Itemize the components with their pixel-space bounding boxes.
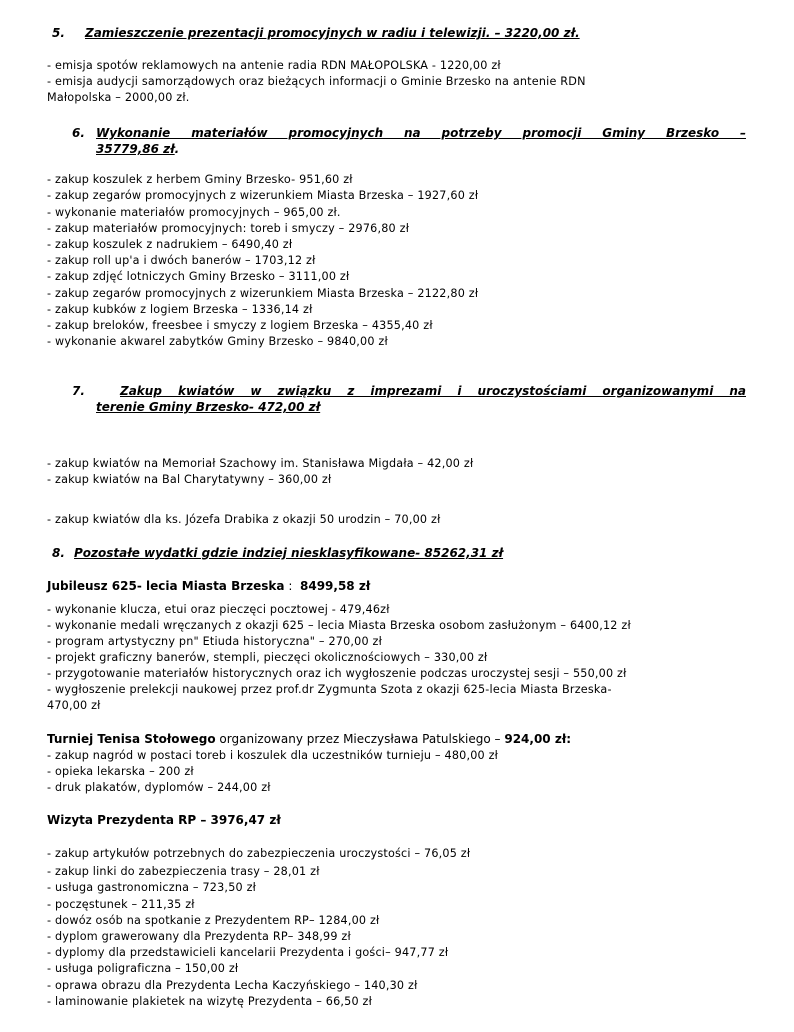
wizyta-item: - dyplom grawerowany dla Prezydenta RP– 348,99 zł <box>47 930 351 943</box>
section-8-heading <box>52 545 503 561</box>
section-5-title: Zamieszczenie prezentacji promocyjnych w radiu i telewizji. – 3220,00 zł. <box>85 26 580 40</box>
wizyta-item: - zakup artykułów potrzebnych do zabezpieczenia uroczystości – 76,05 zł <box>47 847 471 860</box>
turniej-title: Turniej Tenisa Stołowego <box>47 732 216 746</box>
section-7-item: - zakup kwiatów na Memoriał Szachowy im. Stanisława Migdała – 42,00 zł <box>47 457 474 470</box>
section-6-title-end: . <box>174 142 180 156</box>
section-6-title-line2 <box>96 141 179 157</box>
section-7-item: - zakup kwiatów dla ks. Józefa Drabika z okazji 50 urodzin – 70,00 zł <box>47 513 441 526</box>
section-8-title: Pozostałe wydatki gdzie indziej niesklasyfikowane- 85262,31 zł <box>74 546 504 560</box>
jubileusz-separator: : <box>284 579 300 593</box>
turniej-organizer: organizowany przez Mieczysława Patulskiego – <box>215 732 505 746</box>
section-6-item: - zakup materiałów promocyjnych: toreb i smyczy – 2976,80 zł <box>47 222 410 235</box>
section-6-item: - zakup koszulek z nadrukiem – 6490,40 zł <box>47 238 293 251</box>
section-7-title-line1: Zakup kwiatów w związku z imprezami i uroczystościami organizowanymi na <box>120 384 746 398</box>
turniej-item: - druk plakatów, dyplomów – 244,00 zł <box>47 781 271 794</box>
section-6-title-line1: Wykonanie materiałów promocyjnych na potrzeby promocji Gminy Brzesko – <box>96 126 746 140</box>
section-6-amount: 35779,86 zł <box>96 142 175 156</box>
jubileusz-heading <box>47 578 370 594</box>
section-6-item: - zakup roll up'a i dwóch banerów – 1703,12 zł <box>47 254 316 267</box>
section-6-item: - wykonanie akwarel zabytków Gminy Brzesko – 9840,00 zł <box>47 335 388 348</box>
wizyta-item: - zakup linki do zabezpieczenia trasy – 28,01 zł <box>47 865 320 878</box>
wizyta-item: - oprawa obrazu dla Prezydenta Lecha Kaczyńskiego – 140,30 zł <box>47 979 418 992</box>
jubileusz-item: - przygotowanie materiałów historycznych oraz ich wygłoszenie podczas uroczystej sesji – 550,00 zł <box>47 667 627 680</box>
section-7-item: - zakup kwiatów na Bal Charytatywny – 360,00 zł <box>47 473 332 486</box>
section-5-item: Małopolska – 2000,00 zł. <box>47 91 190 104</box>
wizyta-item: - usługa gastronomiczna – 723,50 zł <box>47 881 257 894</box>
jubileusz-item: - wykonanie medali wręczanych z okazji 625 – lecia Miasta Brzeska osobom zasłużonym – 6400,12 zł <box>47 619 631 632</box>
wizyta-item: - dowóz osób na spotkanie z Prezydentem RP– 1284,00 zł <box>47 914 380 927</box>
section-8-number: 8. <box>52 546 65 560</box>
jubileusz-item: - program artystyczny pn" Etiuda historyczna" – 270,00 zł <box>47 635 383 648</box>
section-7-title-line2: terenie Gminy Brzesko- 472,00 zł <box>96 400 321 414</box>
section-6-number: 6. <box>72 126 85 140</box>
section-6-item: - zakup kubków z logiem Brzeska – 1336,14 zł <box>47 303 313 316</box>
wizyta-item: - poczęstunek – 211,35 zł <box>47 898 195 911</box>
wizyta-heading: Wizyta Prezydenta RP – 3976,47 zł <box>47 813 281 827</box>
section-6-item: - zakup koszulek z herbem Gminy Brzesko- 951,60 zł <box>47 173 353 186</box>
section-6-item: - zakup zdjęć lotniczych Gminy Brzesko – 3111,00 zł <box>47 270 350 283</box>
section-5-heading <box>52 25 580 41</box>
section-6-item: - zakup zegarów promocyjnych z wizerunkiem Miasta Brzeska – 2122,80 zł <box>47 287 479 300</box>
turniej-item: - opieka lekarska – 200 zł <box>47 765 194 778</box>
jubileusz-item: - projekt graficzny banerów, stempli, pieczęci okolicznościowych – 330,00 zł <box>47 651 488 664</box>
wizyta-item: - dyplomy dla przedstawicieli kancelarii Prezydenta i gości– 947,77 zł <box>47 946 449 959</box>
section-6-item: - zakup breloków, freesbee i smyczy z logiem Brzeska – 4355,40 zł <box>47 319 433 332</box>
wizyta-item: - usługa poligraficzna – 150,00 zł <box>47 962 239 975</box>
jubileusz-item: 470,00 zł <box>47 699 101 712</box>
section-6-item: - wykonanie materiałów promocyjnych – 965,00 zł. <box>47 206 341 219</box>
section-5-item: - emisja audycji samorządowych oraz bieżących informacji o Gminie Brzesko na antenie RDN <box>47 75 586 88</box>
turniej-amount: 924,00 zł: <box>504 732 572 746</box>
section-5-item: - emisja spotów reklamowych na antenie radia RDN MAŁOPOLSKA - 1220,00 zł <box>47 59 501 72</box>
section-5-number: 5. <box>52 26 65 40</box>
turniej-heading <box>47 731 571 747</box>
section-7-number: 7. <box>72 384 85 398</box>
jubileusz-amount: 8499,58 zł <box>300 579 371 593</box>
turniej-item: - zakup nagród w postaci toreb i koszulek dla uczestników turnieju – 480,00 zł <box>47 749 499 762</box>
section-6-item: - zakup zegarów promocyjnych z wizerunkiem Miasta Brzeska – 1927,60 zł <box>47 189 479 202</box>
jubileusz-title: Jubileusz 625- lecia Miasta Brzeska <box>47 579 285 593</box>
jubileusz-item: - wygłoszenie prelekcji naukowej przez prof.dr Zygmunta Szota z okazji 625-lecia Miasta Brzeska- <box>47 683 612 696</box>
wizyta-item: - laminowanie plakietek na wizytę Prezydenta – 66,50 zł <box>47 995 372 1008</box>
jubileusz-item: - wykonanie klucza, etui oraz pieczęci pocztowej - 479,46zł <box>47 603 390 616</box>
